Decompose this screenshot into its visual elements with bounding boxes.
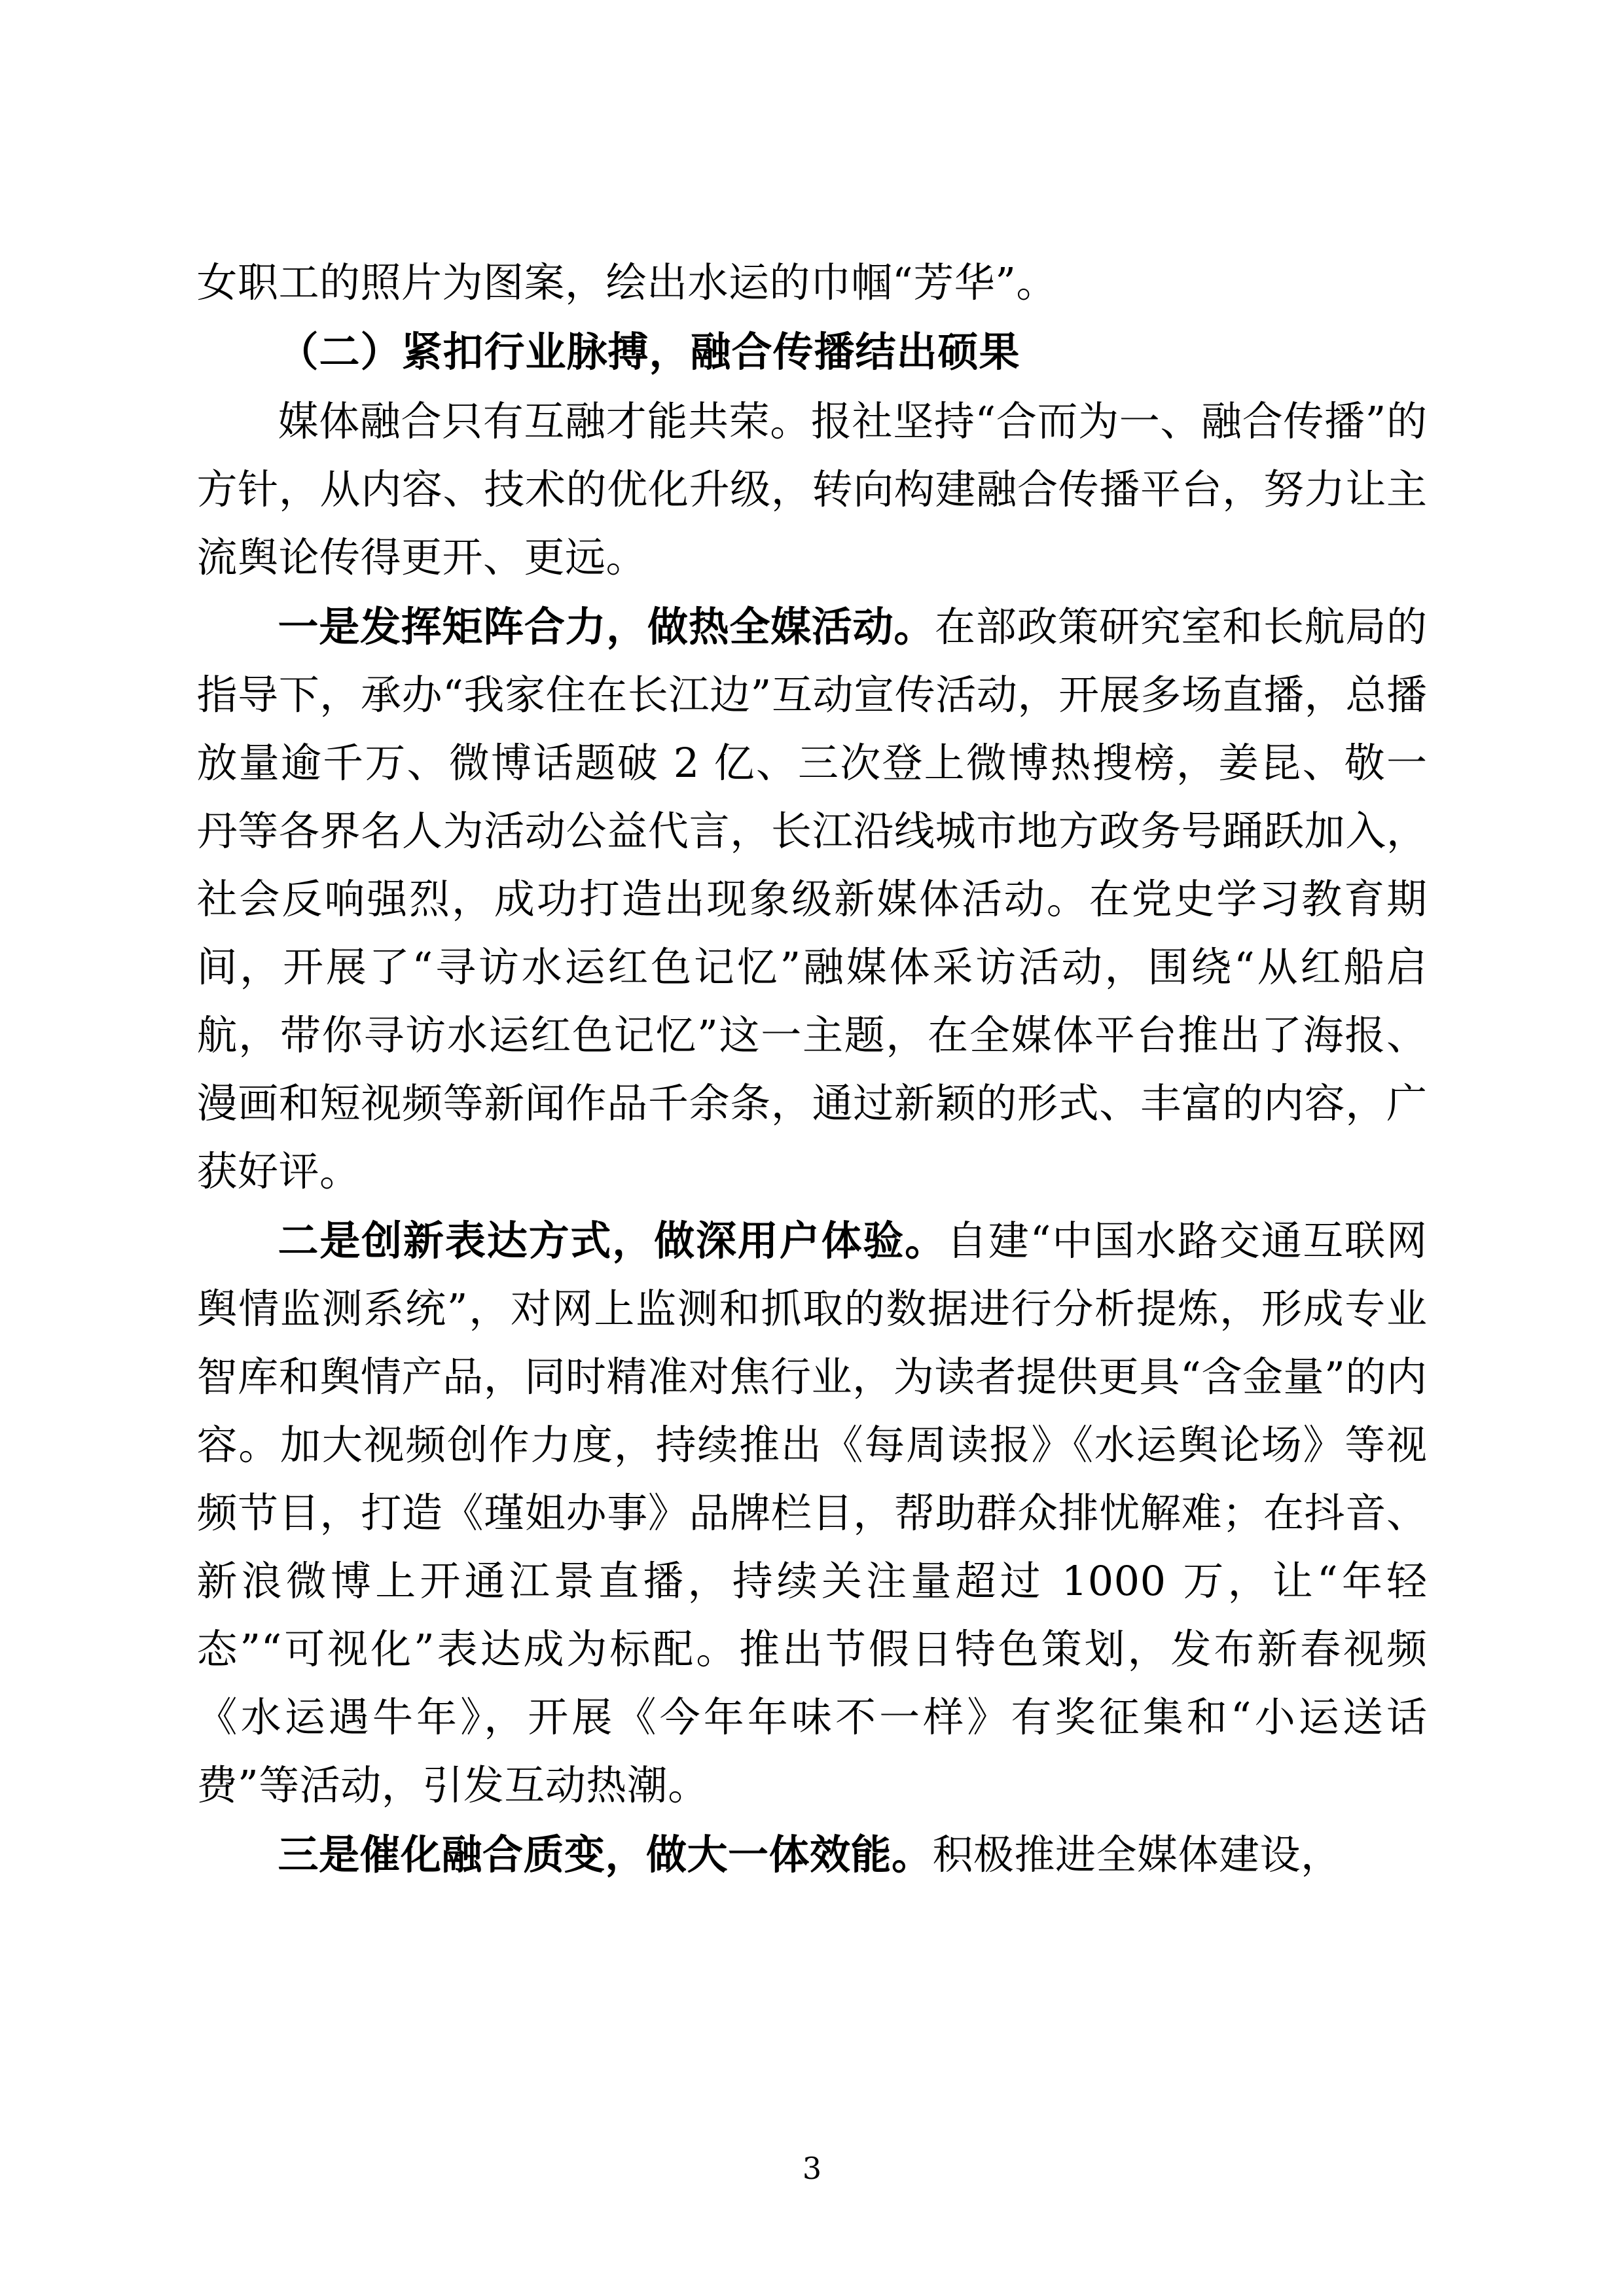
point-one-text: 在部政策研究室和长航局的指导下，承办“我家住在长江边”互动宣传活动，开展多场直播，总播放量逾千万、微博话题破 2 亿、三次登上微博热搜榜，姜昆、敬一丹等各界名人为活动公益代言，长江沿线城市地方政务号踊跃加入，社会反响强烈，成功打造出现象级新媒体活动。在党史学习教育期间，开展了“寻访水运红色记忆”融媒体采访活动，围绕“从红船启航，带你寻访水运红色记忆”这一主题，在全媒体平台推出了海报、漫画和短视频等新闻作品千余条，通过新颖的形式、丰富的内容，广获好评。: [196, 603, 1428, 1195]
section-heading: （二）紧扣行业脉搏，融合传播结出硕果: [278, 328, 1020, 376]
point-three-text: 积极推进全媒体建设，: [932, 1831, 1342, 1878]
paragraph-point-three: [197, 1821, 1428, 1889]
point-one-lead: 一是发挥矩阵合力，做热全媒活动。: [278, 603, 935, 651]
point-two-text: 自建“中国水路交通互联网舆情监测系统”，对网上监测和抓取的数据进行分析提炼，形成专业智库和舆情产品，同时精准对焦行业，为读者提供更具“含金量”的内容。加大视频创作力度，持续推出《每周读报》《水运舆论场》等视频节目，打造《瑾姐办事》品牌栏目，帮助群众排忧解难；在抖音、新浪微博上开通江景直播，持续关注量超过 1000 万，让“年轻态”“可视化”表达成为标配。推出节假日特色策划，发布新春视频《水运遇牛年》，开展《今年年味不一样》有奖征集和“小运送话费”等活动，引发互动热潮。: [196, 1217, 1428, 1809]
point-two-lead: 二是创新表达方式，做深用户体验。: [278, 1217, 947, 1265]
point-three-lead: 三是催化融合质变，做大一体效能。: [278, 1831, 933, 1878]
paragraph-media-convergence: 媒体融合只有互融才能共荣。报社坚持“合而为一、融合传播”的方针，从内容、技术的优化升级，转向构建融合传播平台，努力让主流舆论传得更开、更远。: [196, 397, 1428, 581]
page-number: 3: [802, 2151, 822, 2186]
document-body: [197, 249, 1428, 1889]
paragraph-continuation: 女职工的照片为图案，绘出水运的巾帼“芳华”。: [196, 259, 1057, 306]
paragraph-point-one: [197, 593, 1428, 1206]
paragraph-point-two: [197, 1207, 1428, 1820]
